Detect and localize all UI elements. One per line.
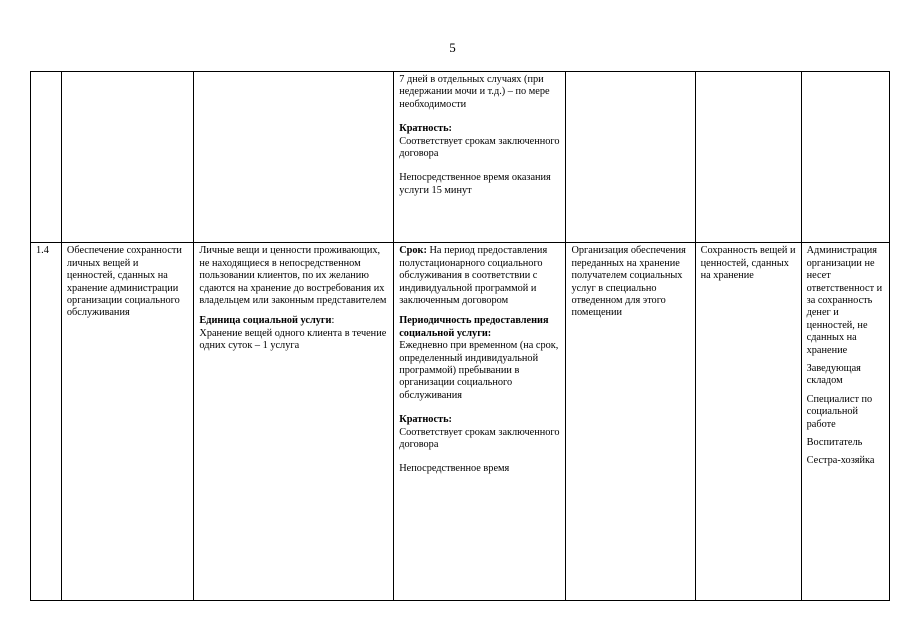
frequency-text: Соответствует срокам заключенного договора [399, 135, 560, 160]
cell-result [695, 243, 801, 601]
service-name: Обеспечение сохранности личных вещей и ценностей, сданных на хранение администрации организации социального обслуживания [66, 245, 182, 319]
result-text: Сохранность вещей и ценностей, сданных на хранение [700, 245, 796, 282]
time-text: Непосредственное время [399, 463, 510, 475]
cell-responsible [801, 243, 889, 601]
frequency-label: Кратность: [399, 414, 452, 426]
service-description: Личные вещи и ценности проживающих, не находящиеся в непосредственном пользовании клиентов, по их желанию сдаются на хранение до востребования их владельцем или законным представителем [199, 245, 387, 306]
responsible-housekeeper: Сестра-хозяйка [806, 455, 875, 467]
services-table [30, 71, 890, 601]
unit-heading [199, 315, 388, 327]
frequency-text: Соответствует срокам заключенного договора [399, 426, 560, 450]
cell-number [31, 72, 62, 243]
responsible-social-worker: Специалист по социальной работе [806, 393, 873, 430]
term-label: Срок: [399, 245, 427, 257]
responsible-educator: Воспитатель [806, 437, 863, 448]
unit-text: Хранение вещей одного клиента в течение одних суток – 1 услуга [199, 327, 387, 352]
cell-conditions [394, 243, 566, 601]
term-paragraph [399, 245, 560, 307]
term-text: На период предоставления полустационарного социального обслуживания в соответствии с индивидуальной программой и заключенным договором [399, 245, 548, 306]
responsible-note: Администрация организации не несет ответственност и за сохранность денег и ценностей, не сданных на хранение [806, 245, 883, 356]
frequency-label: Кратность: [399, 123, 452, 135]
cell-number [31, 243, 62, 601]
row-number: 1.4 [36, 245, 49, 257]
responsible-storekeeper: Заведующая складом [806, 362, 861, 387]
cell-name [61, 243, 193, 601]
unit-label: Единица социальной услуги [199, 315, 332, 327]
cell-description [194, 72, 394, 243]
table-row-continued [31, 72, 890, 243]
cell-name [61, 72, 193, 243]
cell-quality [566, 243, 695, 601]
quality-text: Организация обеспечения переданных на хранение получателем социальных услуг в специально отведенном для этого помещении [571, 245, 686, 319]
time-text: Непосредственное время оказания услуги 15 минут [399, 172, 551, 196]
cell-description [194, 243, 394, 601]
table-row-1-4 [31, 243, 890, 601]
conditions-line: 7 дней в отдельных случаях (при недержании мочи и т.д.) – по мере необходимости [399, 74, 550, 110]
conditions-content [399, 245, 560, 598]
cell-result [695, 72, 801, 243]
page-number: 5 [449, 40, 456, 55]
cell-conditions [394, 72, 566, 243]
periodicity-text: Ежедневно при временном (на срок, определенный индивидуальной программой) пребывании в организации социального обслуживания [399, 340, 559, 401]
unit-colon: : [331, 315, 335, 327]
periodicity-label: Периодичность предоставления социальной услуги: [399, 315, 549, 339]
cell-quality [566, 72, 695, 243]
cell-responsible [801, 72, 889, 243]
